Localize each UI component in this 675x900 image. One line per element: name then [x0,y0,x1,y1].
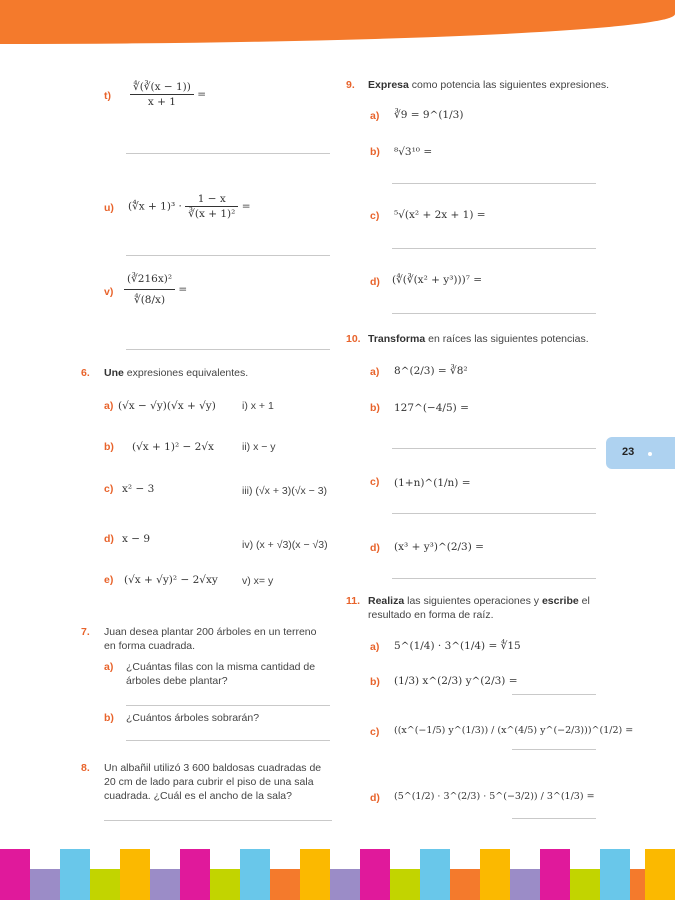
item-u-equals: = [241,200,251,213]
q6-d-expr: x − 9 [122,533,151,545]
q11-a-label: a) [370,641,380,653]
item-v-denominator: ∜(8/x) [134,294,166,306]
q7-text-line1: Juan desea plantar 200 árboles en un terreno [104,626,317,638]
q7-a-line2: árboles debe plantar? [126,675,228,687]
q9-d-expr: (∜(∛(x² + y³)))⁷ = [392,274,483,286]
q10-title [368,332,589,346]
q6-d-label: d) [104,533,114,545]
item-u-numerator: 1 − x [185,192,238,207]
q11-number: 11. [346,595,361,607]
item-v-expression [124,272,187,307]
bottom-color-strip [0,845,675,900]
q7-a-label: a) [104,661,114,673]
item-u-part1: (∜x + 1)³ · [128,200,182,213]
q11-title-bold1: Realiza [368,595,405,607]
q6-match-iii: iii) (√x + 3)(√x − 3) [242,485,328,497]
q6-match-iv: iv) (x + √3)(x − √3) [242,539,328,551]
q11-d-label: d) [370,792,380,804]
page-tab-dot [648,452,652,456]
item-t-denominator: x + 1 [147,96,176,108]
answer-line-t [126,153,330,154]
q6-match-ii: ii) x − y [242,441,276,453]
q9-b-label: b) [370,146,380,158]
answer-line-q11d [512,818,596,819]
q6-number: 6. [81,367,90,379]
q9-number: 9. [346,79,355,91]
item-t-expression [130,80,206,109]
q6-a-expr: (√x − √y)(√x + √y) [118,400,216,412]
q11-title-bold2: escribe [541,595,579,607]
q10-title-bold: Transforma [368,333,426,345]
q11-d-expr: (5^(1/2) · 3^(2/3) · 5^(−3/2)) / 3^(1/3) = [394,791,595,802]
q7-number: 7. [81,626,90,638]
q6-b-label: b) [104,441,114,453]
item-t-numerator: ∜(∛(x − 1)) [130,80,194,95]
q6-c-expr: x² − 3 [122,483,155,495]
q6-e-expr: (√x + √y)² − 2√xy [124,574,218,586]
q7-a-line1: ¿Cuántas filas con la misma cantidad de [126,661,316,673]
item-v-label: v) [104,286,114,298]
q10-c-expr: (1+n)^(1/n) = [394,477,471,489]
top-orange-band [0,0,675,44]
q11-title-mid: las siguientes operaciones y [404,595,542,607]
q10-number: 10. [346,333,361,345]
q6-title-bold: Une [104,367,124,379]
q9-c-label: c) [370,210,380,222]
q9-d-label: d) [370,276,380,288]
answer-line-u [126,255,330,256]
q9-a-expr: ∛9 = 9^(1/3) [394,109,464,121]
item-v-numerator: (∛216x)² [124,272,175,290]
q7-b-label: b) [104,712,114,724]
answer-line-q7a [126,705,330,706]
item-t-label: t) [104,90,111,102]
answer-line-q9b [392,183,596,184]
q10-d-expr: (x³ + y³)^(2/3) = [394,541,484,553]
q6-e-label: e) [104,574,114,586]
q8-line2: 20 cm de lado para cubrir el piso de una sala [104,776,314,788]
answer-line-v [126,349,330,350]
q7-b-text: ¿Cuántos árboles sobrarán? [126,712,260,724]
q11-title-line2: resultado en forma de raíz. [368,609,494,621]
q11-c-label: c) [370,726,380,738]
q11-title [368,594,590,608]
q6-b-expr: (√x + 1)² − 2√x [132,441,214,453]
q9-b-expr: ⁸√3¹⁰ = [394,146,433,158]
q11-a-expr: 5^(1/4) · 3^(1/4) = ∜15 [394,640,521,652]
item-t-equals: = [197,88,206,101]
answer-line-q10c [392,513,596,514]
item-u-denominator: ∛(x + 1)² [188,208,236,220]
item-v-equals: = [178,283,188,296]
q11-c-expr: ((x^(−1/5) y^(1/3)) / (x^(4/5) y^(−2/3)))^(1/2) = [394,725,634,736]
q10-title-rest: en raíces las siguientes potencias. [425,333,589,345]
answer-line-q7b [126,740,330,741]
q10-b-label: b) [370,402,380,414]
q6-match-i: i) x + 1 [242,400,274,412]
q7-text-line2: en forma cuadrada. [104,640,196,652]
q8-line3: cuadrada. ¿Cuál es el ancho de la sala? [104,790,292,802]
q9-title-rest: como potencia las siguientes expresiones. [408,79,610,91]
q11-b-label: b) [370,676,380,688]
q9-title-bold: Expresa [368,79,409,91]
q6-match-v: v) x= y [242,575,274,587]
item-u-label: u) [104,202,114,214]
page-number-tab [606,437,675,469]
q10-c-label: c) [370,476,380,488]
q6-title-rest: expresiones equivalentes. [123,367,249,379]
q6-c-label: c) [104,483,114,495]
q10-a-label: a) [370,366,380,378]
q10-d-label: d) [370,542,380,554]
answer-line-q11b [512,694,596,695]
answer-line-q9d [392,313,596,314]
answer-line-q9c [392,248,596,249]
answer-line-q10b [392,448,596,449]
q10-a-expr: 8^(2/3) = ∛8² [394,365,468,377]
q9-c-expr: ⁵√(x² + 2x + 1) = [394,209,486,221]
q9-a-label: a) [370,110,380,122]
q8-number: 8. [81,762,90,774]
answer-line-q10d [392,578,596,579]
q11-title-rest: el [578,595,590,607]
item-u-expression [128,192,251,221]
q10-b-expr: 127^(−4/5) = [394,402,469,414]
q11-b-expr: (1/3) x^(2/3) y^(2/3) = [394,675,518,687]
q6-a-label: a) [104,400,114,412]
answer-line-q8 [104,820,332,821]
q8-line1: Un albañil utilizó 3 600 baldosas cuadradas de [104,762,322,774]
answer-line-q11c [512,749,596,750]
q9-title [368,78,609,92]
page-number: 23 [622,446,635,458]
q6-title [104,366,248,380]
